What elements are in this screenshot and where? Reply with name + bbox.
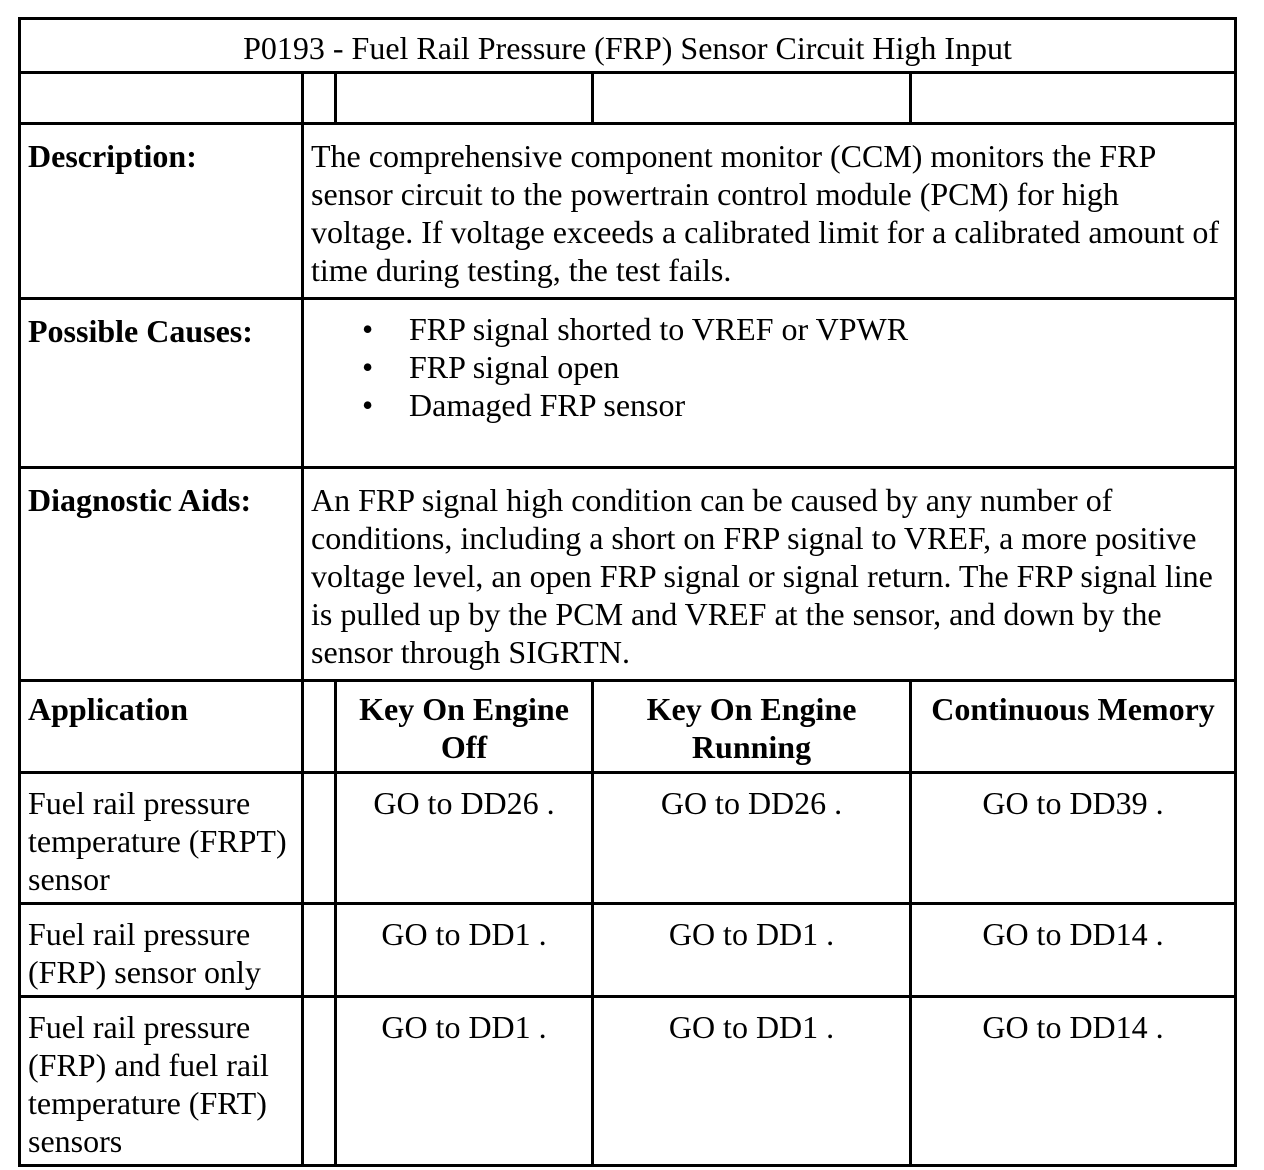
header-row — [20, 681, 1236, 773]
table-row — [20, 997, 1236, 1166]
spacer-cell — [20, 73, 303, 124]
aids-label: Diagnostic Aids: — [20, 468, 303, 681]
koeo-cell: GO to DD26 . — [336, 773, 593, 904]
application-cell: Fuel rail pressure (FRP) and fuel rail temperature (FRT) sensors — [20, 997, 303, 1166]
cause-item: • Damaged FRP sensor — [409, 386, 1234, 424]
koer-cell: GO to DD26 . — [593, 773, 911, 904]
causes-label: Possible Causes: — [20, 299, 303, 468]
causes-list — [311, 310, 1234, 424]
koer-cell: GO to DD1 . — [593, 997, 911, 1166]
koer-cell: GO to DD1 . — [593, 904, 911, 997]
aids-text: An FRP signal high condition can be caused by any number of conditions, including a short on FRP signal to VREF, a more positive voltage level, an open FRP signal or signal return. The FRP signal line is pulled up by the PCM and VREF at the sensor, and down by the sensor through SIGRTN. — [303, 468, 1236, 681]
spacer-cell — [336, 73, 593, 124]
row-spacer — [303, 997, 336, 1166]
description-row — [20, 124, 1236, 299]
application-cell: Fuel rail pressure (FRP) sensor only — [20, 904, 303, 997]
row-spacer — [303, 904, 336, 997]
title-row — [20, 19, 1236, 73]
header-application: Application — [20, 681, 303, 773]
table-row — [20, 773, 1236, 904]
header-memory: Continuous Memory — [911, 681, 1236, 773]
spacer-cell — [911, 73, 1236, 124]
spacer-row — [20, 73, 1236, 124]
spacer-cell — [593, 73, 911, 124]
causes-list-cell — [303, 299, 1236, 468]
aids-row — [20, 468, 1236, 681]
koeo-cell: GO to DD1 . — [336, 997, 593, 1166]
description-label: Description: — [20, 124, 303, 299]
header-koeo: Key On Engine Off — [336, 681, 593, 773]
header-spacer — [303, 681, 336, 773]
dtc-title: P0193 - Fuel Rail Pressure (FRP) Sensor Circuit High Input — [20, 19, 1236, 73]
description-text: The comprehensive component monitor (CCM) monitors the FRP sensor circuit to the powertrain control module (PCM) for high voltage. If voltage exceeds a calibrated limit for a calibrated amount of time during testing, the test fails. — [303, 124, 1236, 299]
causes-row — [20, 299, 1236, 468]
dtc-table — [18, 17, 1237, 1167]
memory-cell: GO to DD39 . — [911, 773, 1236, 904]
cause-item: • FRP signal shorted to VREF or VPWR — [409, 310, 1234, 348]
memory-cell: GO to DD14 . — [911, 904, 1236, 997]
memory-cell: GO to DD14 . — [911, 997, 1236, 1166]
application-cell: Fuel rail pressure temperature (FRPT) sensor — [20, 773, 303, 904]
table-row — [20, 904, 1236, 997]
header-koer: Key On Engine Running — [593, 681, 911, 773]
spacer-cell — [303, 73, 336, 124]
row-spacer — [303, 773, 336, 904]
koeo-cell: GO to DD1 . — [336, 904, 593, 997]
cause-item: • FRP signal open — [409, 348, 1234, 386]
